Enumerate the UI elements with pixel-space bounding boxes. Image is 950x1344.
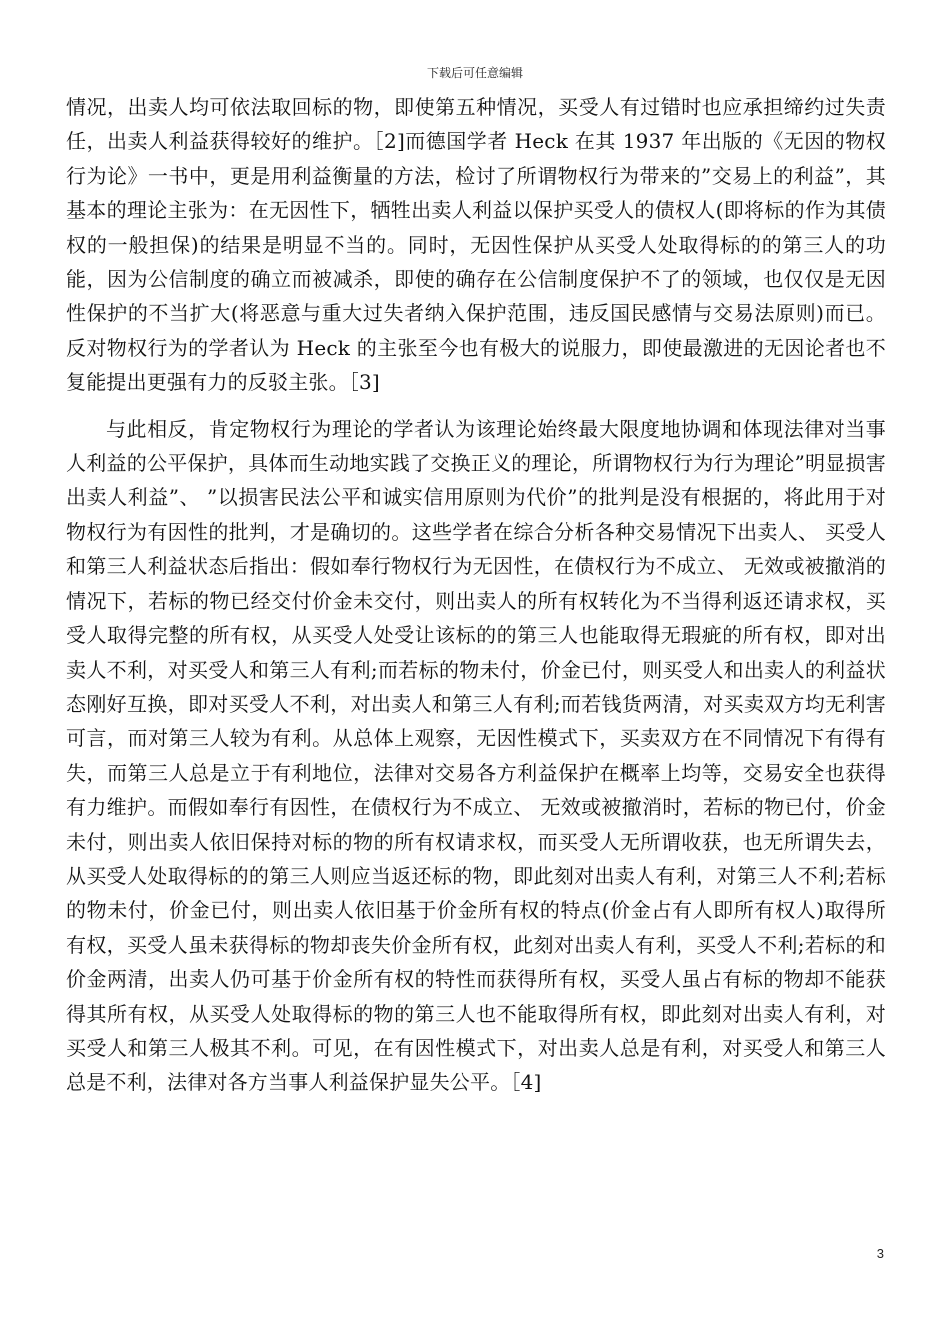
document-body [66,90,886,1100]
page-header: 下载后可任意编辑 [426,66,523,80]
page-number: 3 [876,1246,884,1261]
paragraph-continuation: 情况，出卖人均可依法取回标的物，即使第五种情况，买受人有过错时也应承担缔约过失责任，出卖人利益获得较好的维护。［2]而德国学者 Heck 在其 1937 年出版的《无因的物权行为论》一书中，更是用利益衡量的方法，检讨了所谓物权行为带来的”交易上的利益”，其基本的理论主张为：在无因性下，牺牲出卖人利益以保护买受人的债权人(即将标的作为其债权的一般担保)的结果是明显不当的。同时，无因性保护从买受人处取得标的的第三人的功能，因为公信制度的确立而被减杀，即使的确存在公信制度保护不了的领域，也仅仅是无因性保护的不当扩大(将恶意与重大过失者纳入保护范围，违反国民感情与交易法原则)而已。反对物权行为的学者认为 Heck 的主张至今也有极大的说服力，即使最激进的无因论者也不复能提出更强有力的反驳主张。［3] [66,95,886,395]
paragraph-main: 与此相反，肯定物权行为理论的学者认为该理论始终最大限度地协调和体现法律对当事人利益的公平保护，具体而生动地实践了交换正义的理论，所谓物权行为行为理论”明显损害出卖人利益”、 ”以损害民法公平和诚实信用原则为代价”的批判是没有根据的，将此用于对物权行为有因性的批判，才是确切的。这些学者在综合分析各种交易情况下出卖人、 买受人和第三人利益状态后指出：假如奉行物权行为无因性，在债权行为不成立、 无效或被撤消的情况下，若标的物已经交付价金未交付，则出卖人的所有权转化为不当得利返还请求权，买受人取得完整的所有权，从买受人处受让该标的的第三人也能取得无瑕疵的所有权，即对出卖人不利，对买受人和第三人有利;而若标的物未付，价金已付，则买受人和出卖人的利益状态刚好互换，即对买受人不利，对出卖人和第三人有利;而若钱货两清，对买卖双方均无利害可言，而对第三人较为有利。从总体上观察，无因性模式下，买卖双方在不同情况下有得有失，而第三人总是立于有利地位，法律对交易各方利益保护在概率上均等，交易安全也获得有力维护。而假如奉行有因性，在债权行为不成立、 无效或被撤消时，若标的物已付，价金未付，则出卖人依旧保持对标的物的所有权请求权，而买受人无所谓收获，也无所谓失去，从买受人处取得标的的第三人则应当返还标的物，即此刻对出卖人有利，对第三人不利;若标的物未付，价金已付，则出卖人依旧基于价金所有权的特点(价金占有人即所有权人)取得所有权，买受人虽未获得标的物却丧失价金所有权，此刻对出卖人有利，买受人不利;若标的和价金两清，出卖人仍可基于价金所有权的特性而获得所有权，买受人虽占有标的物却不能获得其所有权，从买受人处取得标的物的第三人也不能取得所有权，即此刻对出卖人有利，对买受人和第三人极其不利。可见，在有因性模式下，对出卖人总是有利，对买受人和第三人总是不利，法律对各方当事人利益保护显失公平。［4] [66,416,887,1095]
